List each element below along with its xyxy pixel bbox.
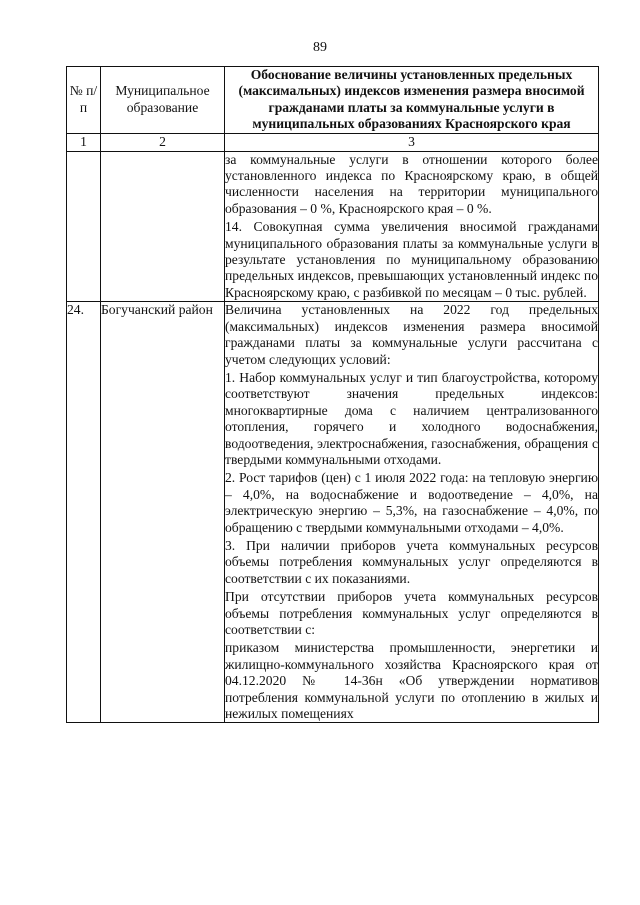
header-justification: Обоснование величины установленных предельных (максимальных) индексов изменения размера вносимой гражданами платы за коммунальные услуги в муниципальных образованиях Красноярского края <box>225 67 599 134</box>
row-number <box>67 151 101 302</box>
column-number: 2 <box>101 133 225 151</box>
paragraph: приказом министерства промышленности, энергетики и жилищно-коммунального хозяйства Красноярского края от 04.12.2020 № 14-36н «Об утверждении нормативов потребления коммунальной услуги по отоплению в жилых и нежилых помещениях <box>225 640 598 722</box>
column-number: 3 <box>225 133 599 151</box>
paragraph: 3. При наличии приборов учета коммунальных ресурсов объемы потребления коммунальных услуг определяются в соответствии с их показаниями. <box>225 537 598 586</box>
header-number: № п/п <box>67 67 101 134</box>
table-row <box>67 302 599 723</box>
paragraph: 1. Набор коммунальных услуг и тип благоустройства, которому соответствуют значения предельных индексов: многоквартирные дома с наличием централизованного отопления, горячего и холодного водоснабжения, водоотведения, электроснабжения, газоснабжения, обращения с твердыми коммунальными отходами. <box>225 369 598 467</box>
table-row <box>67 151 599 302</box>
paragraph: При отсутствии приборов учета коммунальных ресурсов объемы потребления коммунальных услуг определяются в соответствии с: <box>225 589 598 637</box>
header-row <box>67 67 599 134</box>
column-number: 1 <box>67 133 101 151</box>
header-municipality: Муниципальное образование <box>101 67 225 134</box>
column-number-row <box>67 133 599 151</box>
page-number: 89 <box>313 40 327 55</box>
justification-table <box>66 66 599 723</box>
row-justification <box>225 151 599 302</box>
paragraph: 2. Рост тарифов (цен) с 1 июля 2022 года: на тепловую энергию – 4,0%, на водоснабжение и водоотведение – 4,0%, на электрическую энергию – 5,3%, на газоснабжение – 4,0%, по обращению с твердыми коммунальными отходами – 4,0%. <box>225 470 598 535</box>
paragraph: 14. Совокупная сумма увеличения вносимой гражданами муниципального образования платы за коммунальные услуги в результате установления по муниципальному образованию предельных индексов, превышающих установленный индекс по Красноярскому краю, с разбивкой по месяцам – 0 тыс. рублей. <box>225 219 598 300</box>
paragraph: за коммунальные услуги в отношении которого более установленного индекса по Красноярскому краю, в общей численности населения на территории муниципального образования – 0 %, Красноярского края – 0 %. <box>225 151 598 216</box>
row-justification <box>225 302 599 723</box>
row-municipality: Богучанский район <box>101 302 225 723</box>
paragraph: Величина установленных на 2022 год предельных (максимальных) индексов изменения размера вносимой гражданами платы за коммунальные услуги рассчитана с учетом следующих условий: <box>225 302 598 367</box>
row-municipality <box>101 151 225 302</box>
row-number: 24. <box>67 302 101 723</box>
